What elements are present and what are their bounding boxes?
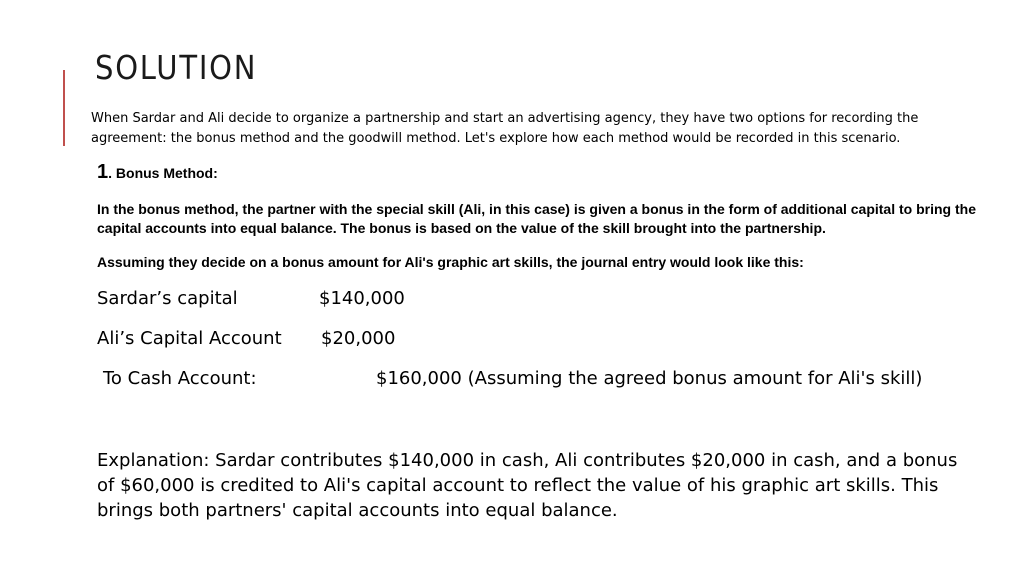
journal-row-1-label: Sardar’s capital <box>97 288 238 309</box>
intro-paragraph: When Sardar and Ali decide to organize a partnership and start an advertising agency, they have two options for recording the agreement: the bonus method and the goodwill method. Let's explore how each method would be recorded in this scenario. <box>91 111 919 146</box>
accent-bar <box>63 70 65 146</box>
explanation-paragraph: Explanation: Sardar contributes $140,000 in cash, Ali contributes $20,000 in cash, and a bonus of $60,000 is credited to Ali's capital account to reflect the value of his graphic art skills. This brings both partners' capital accounts into equal balance. <box>97 450 958 521</box>
journal-row-3-label: To Cash Account: <box>103 368 257 389</box>
journal-row-1-amount: $140,000 <box>319 288 405 309</box>
journal-entry-intro: Assuming they decide on a bonus amount for Ali's graphic art skills, the journal entry would look like this: <box>97 254 804 270</box>
journal-row-2-amount: $20,000 <box>321 328 396 349</box>
bonus-method-description: In the bonus method, the partner with the special skill (Ali, in this case) is given a bonus in the form of additional capital to bring the capital accounts into equal balance. The bonus is based on the value of the skill brought into the partnership. <box>97 201 976 236</box>
journal-row-2-label: Ali’s Capital Account <box>97 328 282 349</box>
slide-title: SOLUTION <box>95 48 258 87</box>
journal-row-3-amount: $160,000 (Assuming the agreed bonus amount for Ali's skill) <box>376 368 923 389</box>
section-heading <box>97 161 218 184</box>
section-label: . Bonus Method: <box>108 165 218 181</box>
section-number: 1 <box>97 161 109 183</box>
